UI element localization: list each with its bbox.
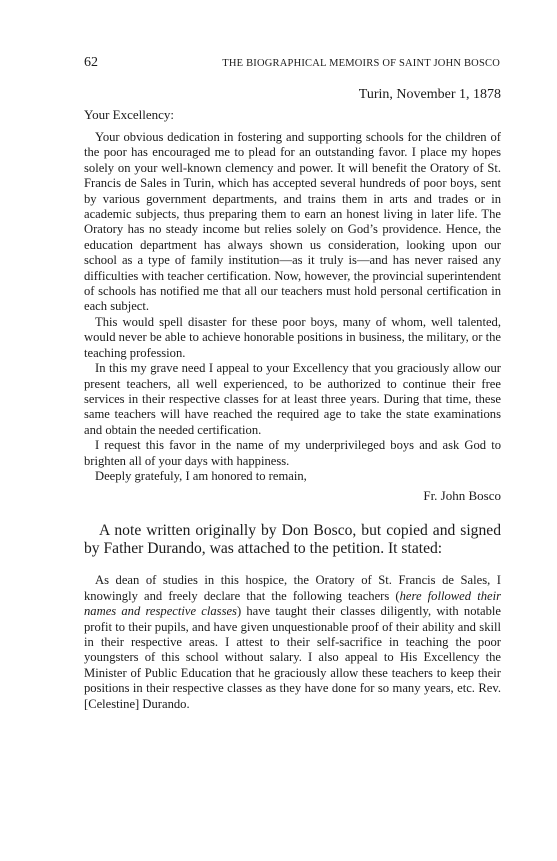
- page-content: [84, 86, 501, 712]
- page-number: 62: [84, 55, 98, 70]
- letter-closing: Deeply gratefuly, I am honored to remain,: [95, 468, 307, 483]
- letter-signature: Fr. John Bosco: [423, 488, 501, 504]
- durando-statement: [84, 573, 501, 712]
- letter-paragraph: I request this favor in the name of my underprivileged boys and ask God to brighten all of your days with happiness.: [84, 438, 501, 468]
- salutation: Your Excellency:: [84, 107, 175, 122]
- letter-paragraph: Your obvious dedication in fostering and supporting schools for the children of the poor has encouraged me to plead for an outstanding favor. I place my hopes solely on your well-known clemency and power. It will benefit the Oratory of St. Francis de Sales in Turin, which has accepted several hundreds of poor boys, sent by various government departments, and trains them in arts and trades or in academic subjects, thus preparing them to earn an honest living in later life. The Oratory has no steady income but relies solely on God’s providence. Hence, the education department has always shown us consideration, looking upon our school as a type of family institution—as it truly is—and has never raised any difficulties with teacher certification. Now, however, the provincial superintendent of schools has notified me that all our teachers must hold personal certification in each subject.: [84, 130, 501, 314]
- letter-date: Turin, November 1, 1878: [358, 87, 501, 102]
- statement-italic-text: here followed their names and respective classes: [84, 588, 501, 619]
- running-head: [84, 55, 501, 71]
- note-intro: A note written originally by Don Bosco, but copied and signed by Father Durando, was attached to the petition. It stated:: [84, 522, 501, 558]
- letter-paragraph: This would spell disaster for these poor boys, many of whom, well talented, would never be able to achieve honorable positions in business, the military, or the teaching profession.: [84, 314, 501, 360]
- letter-paragraph: In this my grave need I appeal to your Excellency that you graciously allow our present teachers, all well experienced, to be authorized to continue their free services in their respective classes for at least three years. During that time, these same teachers will have reached the required age to take the state examinations and obtain the needed certification.: [84, 361, 501, 437]
- running-title: THE BIOGRAPHICAL MEMOIRS OF SAINT JOHN BOSCO: [222, 58, 500, 69]
- statement-text: ) have taught their classes diligently, with notable profit to their pupils, and have given unquestionable proof of their ability and skill in their respective areas. I attest to their self-sacrifice in teaching the poor youngsters of this school without salary. I also appeal to His Excellency the Minister of Public Education that he graciously allow these teachers to keep their positions in their respective classes as they have done for so many years, etc. Rev. [Celestine] Durando.: [84, 604, 501, 711]
- letter: [84, 86, 501, 504]
- statement-text: As dean of studies in this hospice, the Oratory of St. Francis de Sales, I knowingly and freely declare that the following teachers (: [84, 573, 501, 603]
